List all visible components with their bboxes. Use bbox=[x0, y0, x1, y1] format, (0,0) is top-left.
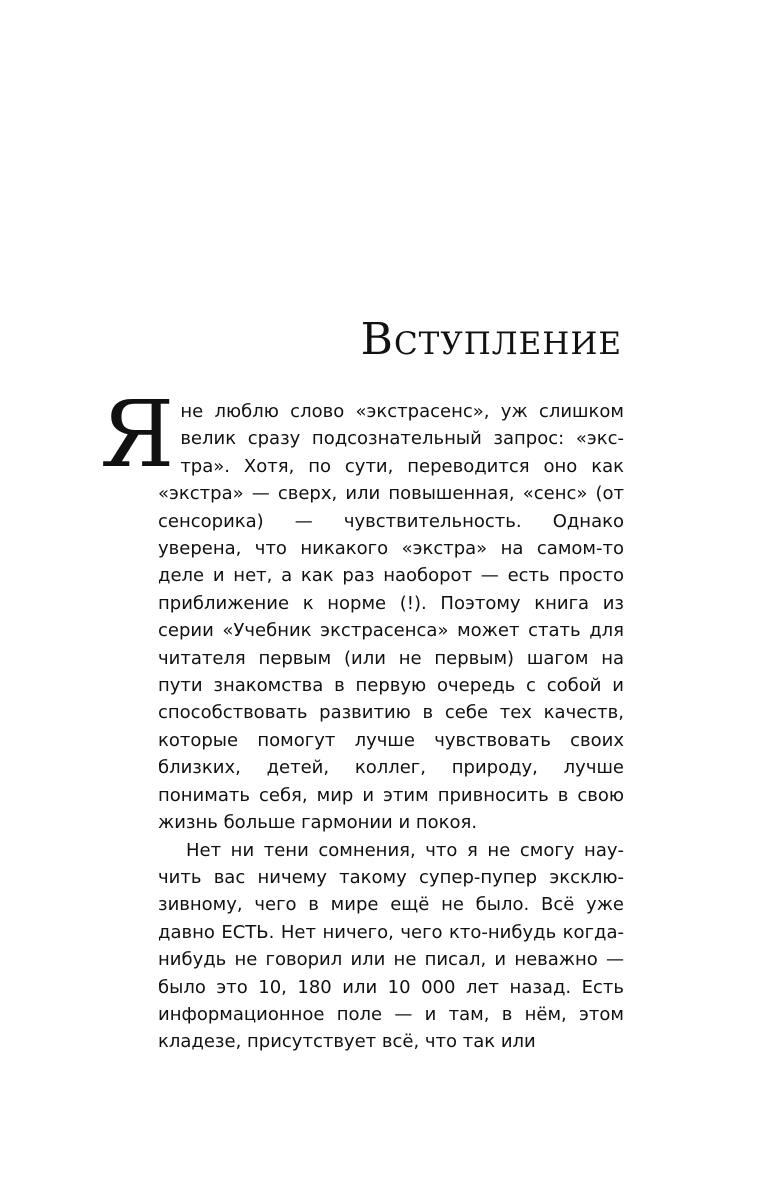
paragraph-second: Нет ни тени сомнения, что я не смогу научить вас ничему такому супер-пупер эксклюзивному, чего в мире ещё не было. Всё уже давно ЕСТЬ. Нет ничего, чего кто-нибудь когда-нибудь не говорил или не писал, и неважно — было это 10, 180 или 10 000 лет назад. Есть информационное поле — и там, в нём, этом кладезе, присутствует всё, что так или bbox=[158, 839, 624, 1053]
chapter-title: Вступление bbox=[360, 314, 622, 365]
paragraph-first bbox=[100, 381, 624, 837]
paragraph-1-text: не люблю слово «экстрасенс», уж слишком велик сразу подсознательный запрос: «экстра». Хотя, по сути, переводится оно как «экстра» — сверх, или повышенная, «сенс» (от сенсорика) — чувствительность. Однако уверена, что никакого «экстра» на самом-то деле и нет, а как раз наоборот — есть просто приближение к норме (!). Поэтому книга из серии «Учебник экстрасенса» может стать для читателя первым (или не первым) шагом на пути знакомства в первую очередь с собой и способствовать развитию в себе тех качеств, которые помогут лучше чувствовать своих близких, детей, коллег, природу, лучше понимать себя, мир и этим привносить в свою жизнь больше гармонии и покоя. bbox=[158, 401, 624, 834]
drop-cap: Я bbox=[100, 381, 175, 488]
chapter-text bbox=[100, 381, 624, 1056]
